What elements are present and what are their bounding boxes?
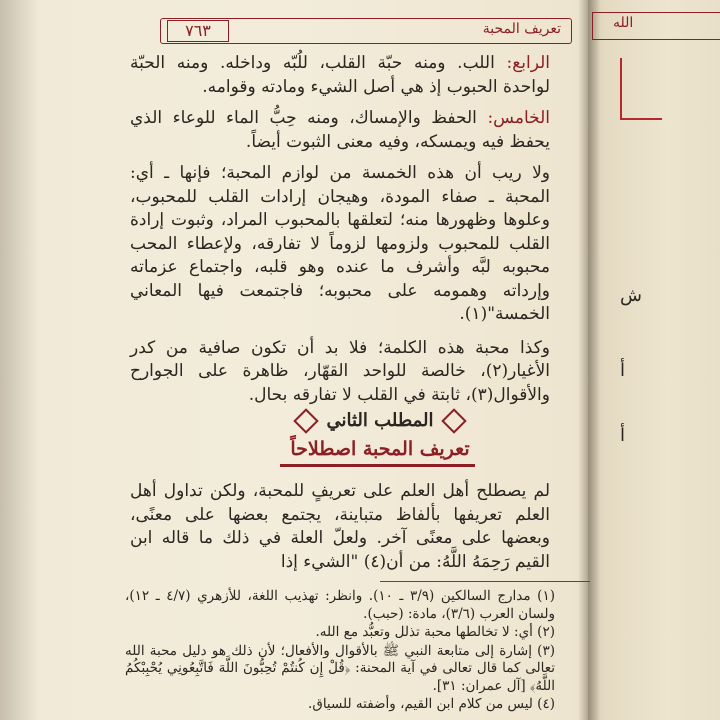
paragraph: لم يصطلح أهل العلم على تعريفٍ للمحبة، ولكن تداول أهل العلم تعريفها بألفاظ متباينة، يجتمع بعضها على معنًى، وبعضها على معنًى آخر. ولعلّ العلة في ذلك ما قاله ابن القيم رَحِمَهُ اللَّهُ: من أن(٤) "الشيء إذا xyxy=(130,481,550,572)
facing-page-header xyxy=(592,12,720,40)
paragraph-text: الحفظ والإمساك، ومنه حِبُّ الماء للوعاء الذي يحفظ فيه ويمسكه، وفيه معنى الثبوت أيضاً. xyxy=(130,108,550,152)
ornament-icon xyxy=(293,408,318,433)
ornament-icon xyxy=(442,408,467,433)
running-title: تعريف المحبة xyxy=(482,21,561,37)
facing-page-fragment: أ xyxy=(620,425,626,446)
subtitle-text: المطلب الثاني xyxy=(326,410,434,431)
title-underline xyxy=(280,464,475,467)
paragraph: وكذا محبة هذه الكلمة؛ فلا بد أن تكون صافية من كدر الأغيار(٢)، خالصة للواحد القهّار، ظاهرة على الجوارح والأقوال(٣)، ثابتة في القلب لا تفارقه بحال. xyxy=(130,337,550,405)
page-number: ٧٦٣ xyxy=(167,20,229,42)
facing-page-frame xyxy=(620,58,662,120)
paragraph xyxy=(130,52,550,99)
facing-page-fragment: أ xyxy=(620,360,626,381)
page-edge-shadow xyxy=(0,0,40,720)
footnote: (١) مدارج السالكين (٣/٩ ـ ١٠). وانظر: تهذيب اللغة، للأزهري (٤/٧ ـ ١٢)، ولسان العرب (٣/٦)، مادة: (حبب). xyxy=(125,588,555,622)
footnote-rule xyxy=(380,581,590,582)
body-text xyxy=(130,52,550,407)
footnotes xyxy=(125,588,555,715)
section-subtitle xyxy=(250,410,510,431)
footnote: (٤) ليس من كلام ابن القيم، وأضفته للسياق. xyxy=(308,696,555,712)
facing-page-fragment: ش xyxy=(620,285,642,306)
footnote: (٢) أي: لا تخالطها محبة تذلل وتعبُّد مع الله. xyxy=(315,624,555,640)
body-text-2 xyxy=(130,480,550,574)
paragraph: ولا ريب أن هذه الخمسة من لوازم المحبة؛ فإنها ـ أي: المحبة ـ صفاء المودة، وهيجان إرادات القلب للمحبوب، وعلوها وظهورها منه؛ لتعلقها بالمحبوب المراد، وثبوت إرادة القلب للمحبوب ولزومها لزوماً لا تفارقه، ولإعطاء المحب محبوبه لبَّه وأشرف ما عنده وهو قلبه، واجتماع عزماته وإرداته وهمومه على محبوبه؛ فاجتمعت فيها المعاني الخمسة"(١). xyxy=(130,163,550,324)
book-gutter xyxy=(578,0,600,720)
paragraph-label: الرابع: xyxy=(506,53,550,73)
section-title: تعريف المحبة اصطلاحاً xyxy=(290,438,470,460)
paragraph xyxy=(130,107,550,154)
paragraph-text: اللب. ومنه حبّة القلب، للُبّه وداخله. ومنه الحبّة لواحدة الحبوب إذ هي أصل الشيء ومادته وقوامه. xyxy=(130,53,550,97)
paragraph-label: الخامس: xyxy=(487,108,551,128)
footnote: (٣) إشارة إلى متابعة النبي ﷺ بالأقوال والأفعال؛ لأن ذلك هو دليل محبة الله تعالى كما قال تعالى في آية المحنة: ﴿قُلْ إِن كُنتُمْ تُحِبُّونَ اللَّهَ فَاتَّبِعُونِي يُحْبِبْكُمُ اللَّهُ﴾ [آل عمران: ٣١]. xyxy=(125,642,555,694)
facing-page-title: الله xyxy=(613,15,634,31)
running-header xyxy=(160,18,572,44)
